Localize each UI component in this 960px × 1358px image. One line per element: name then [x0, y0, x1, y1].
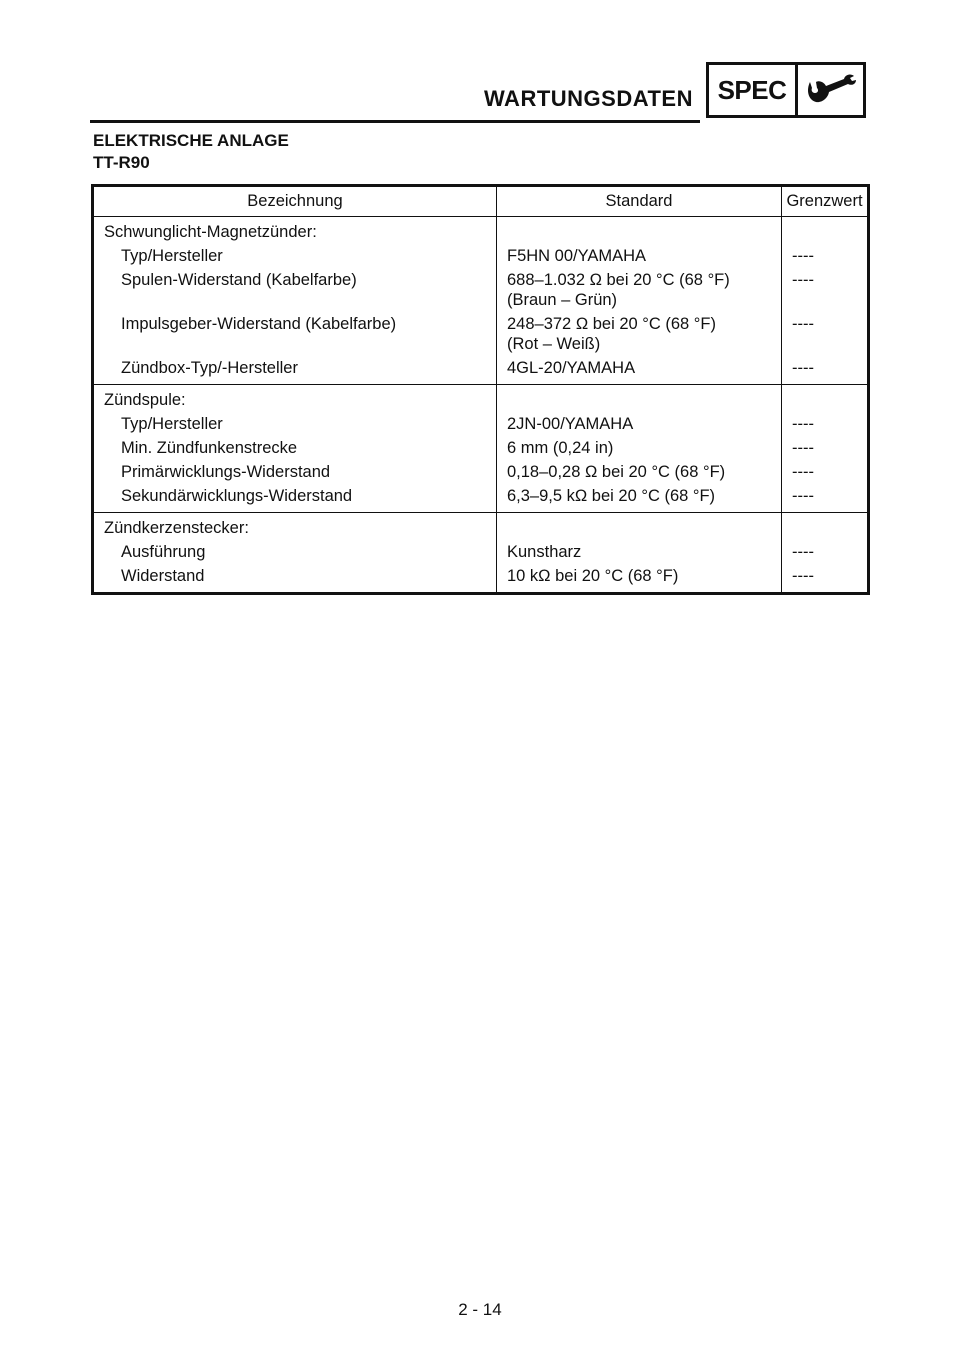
- row-standard: 2JN-00/YAMAHA: [497, 412, 782, 436]
- row-standard: 6,3–9,5 kΩ bei 20 °C (68 °F): [497, 484, 782, 513]
- row-item: Typ/Hersteller: [121, 247, 223, 265]
- table-row: [93, 244, 869, 268]
- row-limit: ----: [782, 460, 869, 484]
- table-row: [93, 564, 869, 594]
- column-header-bezeichnung: Bezeichnung: [93, 186, 497, 217]
- group-heading-row: [93, 513, 869, 541]
- table-row: [93, 540, 869, 564]
- table-row: [93, 484, 869, 513]
- table-header-row: [93, 186, 869, 217]
- table-row: [93, 356, 869, 385]
- row-limit: ----: [782, 244, 869, 268]
- group-heading-row: [93, 217, 869, 245]
- row-standard: 0,18–0,28 Ω bei 20 °C (68 °F): [497, 460, 782, 484]
- row-standard: [497, 312, 782, 356]
- row-standard-line2: (Braun – Grün): [507, 291, 618, 309]
- table-row: [93, 436, 869, 460]
- row-item: Sekundärwicklungs-Widerstand: [121, 487, 353, 505]
- row-standard: F5HN 00/YAMAHA: [497, 244, 782, 268]
- row-item: Spulen-Widerstand (Kabelfarbe): [121, 271, 357, 289]
- row-limit: ----: [782, 484, 869, 513]
- row-limit: ----: [782, 268, 869, 312]
- row-item: Widerstand: [121, 567, 205, 585]
- row-item: Zündbox-Typ/-Hersteller: [121, 359, 298, 377]
- table-row: [93, 412, 869, 436]
- spec-label: SPEC: [709, 65, 798, 115]
- row-standard-line1: 248–372 Ω bei 20 °C (68 °F): [507, 315, 716, 333]
- row-limit: ----: [782, 564, 869, 594]
- row-standard-line1: 688–1.032 Ω bei 20 °C (68 °F): [507, 271, 730, 289]
- group-heading: Zündkerzenstecker:: [93, 513, 497, 541]
- row-standard: Kunstharz: [497, 540, 782, 564]
- row-standard: 10 kΩ bei 20 °C (68 °F): [497, 564, 782, 594]
- group-heading-row: [93, 385, 869, 413]
- row-limit: ----: [782, 412, 869, 436]
- section-subtitle: TT-R90: [93, 153, 150, 172]
- column-header-grenzwert: Grenzwert: [782, 186, 869, 217]
- wrench-icon: [798, 65, 863, 115]
- table-row: [93, 312, 869, 356]
- row-standard: 6 mm (0,24 in): [497, 436, 782, 460]
- row-standard-line2: (Rot – Weiß): [507, 335, 601, 353]
- page-header-title: WARTUNGSDATEN: [484, 86, 693, 111]
- row-item: Impulsgeber-Widerstand (Kabelfarbe): [121, 315, 397, 333]
- row-standard: [497, 268, 782, 312]
- group-heading: Zündspule:: [93, 385, 497, 413]
- table-row: [93, 460, 869, 484]
- row-standard: 4GL-20/YAMAHA: [497, 356, 782, 385]
- row-limit: ----: [782, 312, 869, 356]
- group-heading: Schwunglicht-Magnetzünder:: [104, 223, 317, 241]
- row-limit: ----: [782, 436, 869, 460]
- spec-badge: [706, 62, 866, 118]
- table-row: [93, 268, 869, 312]
- header-rule: [90, 120, 700, 123]
- section-title: ELEKTRISCHE ANLAGE: [93, 131, 289, 150]
- spec-table: [91, 184, 870, 595]
- row-limit: ----: [782, 356, 869, 385]
- row-item: Ausführung: [121, 543, 206, 561]
- row-limit: ----: [782, 540, 869, 564]
- column-header-standard: Standard: [497, 186, 782, 217]
- row-item: Primärwicklungs-Widerstand: [121, 463, 331, 481]
- row-item: Min. Zündfunkenstrecke: [121, 439, 298, 457]
- row-item: Typ/Hersteller: [121, 415, 223, 433]
- page-number: 2 - 14: [458, 1300, 502, 1319]
